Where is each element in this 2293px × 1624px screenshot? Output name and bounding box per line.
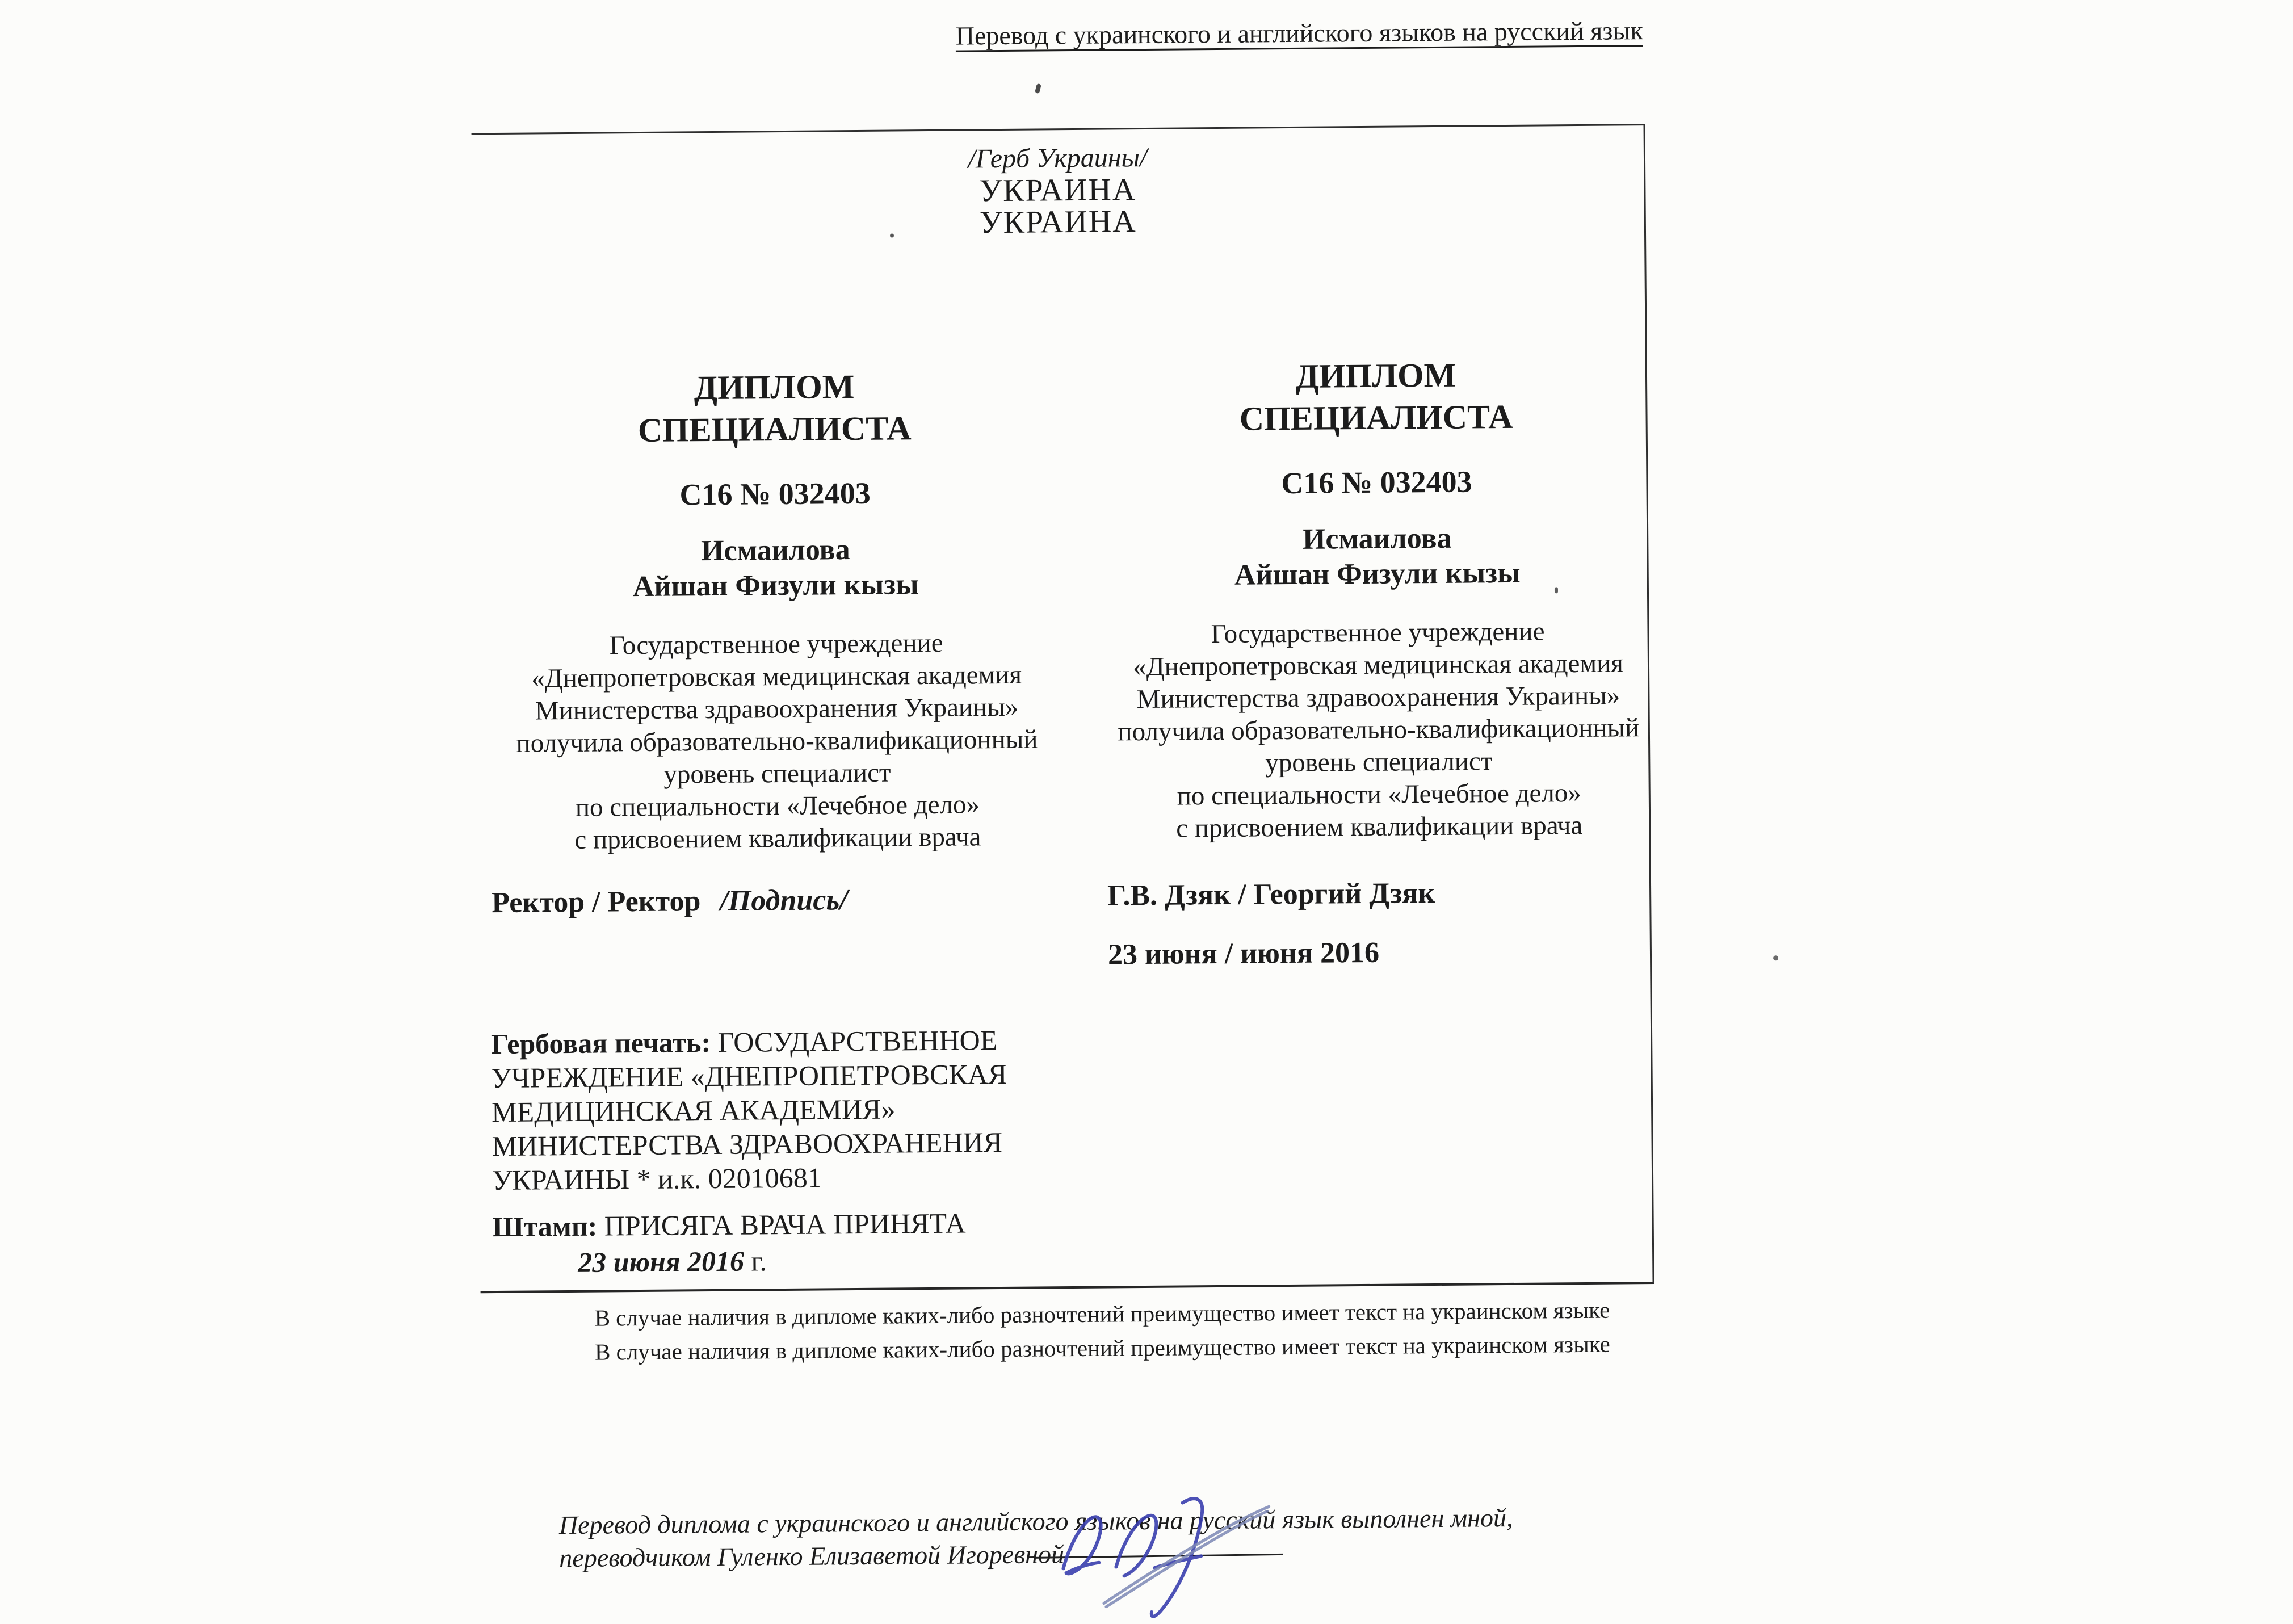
stamp-date: 23 июня 2016 [577, 1245, 745, 1278]
diploma-number-left: С16 № 032403 [679, 476, 871, 512]
diploma-column-right [1103, 353, 1652, 846]
rector-label: Ректор / Ректор [491, 885, 701, 920]
diploma-title-line1: ДИПЛОМ [694, 368, 855, 407]
seal-description-block [491, 1023, 1037, 1198]
discrepancy-disclaimer [481, 1292, 1702, 1370]
country-line-1: УКРАИНА [979, 172, 1137, 209]
graduate-surname: Исмаилова [1302, 522, 1452, 556]
body-line: Министерства здравоохранения Украины» [535, 692, 1019, 726]
issue-date-line: 23 июня / июня 2016 [1107, 936, 1380, 971]
stamp-line-2 [578, 1243, 966, 1279]
diploma-column-left [502, 364, 1051, 857]
stamp-description-block [492, 1206, 966, 1281]
graduate-name-left [503, 531, 1048, 606]
country-line-2: УКРАИНА [979, 204, 1137, 241]
diploma-number-right: С16 № 032403 [1281, 464, 1472, 501]
translator-statement-line-2: переводчиком Гуленко Елизаветой Игоревной [559, 1539, 1065, 1573]
handwritten-signature-icon [1048, 1482, 1299, 1624]
body-line: Государственное учреждение [1211, 616, 1545, 649]
body-line: Министерства здравоохранения Украины» [1136, 681, 1620, 715]
seal-line: МИНИСТЕРСТВА ЗДРАВООХРАНЕНИЯ [492, 1126, 1003, 1163]
graduate-name-right [1104, 519, 1650, 594]
seal-line [491, 1023, 1036, 1061]
rector-name-line: Г.В. Дзяк / Георгий Дзяк [1107, 877, 1435, 912]
stamp-date-suffix: г. [751, 1245, 767, 1277]
body-line: с присвоением квалификации врача [1176, 810, 1583, 844]
stamp-line-1 [492, 1206, 965, 1244]
seal-text: ГОСУДАРСТВЕННОЕ [717, 1024, 998, 1058]
seal-line: МЕДИЦИНСКАЯ АКАДЕМИЯ» [491, 1093, 896, 1128]
diploma-title-line2: СПЕЦИАЛИСТА [1239, 397, 1513, 438]
scan-speck [1035, 83, 1041, 94]
graduate-surname: Исмаилова [700, 534, 850, 568]
seal-line: УЧРЕЖДЕНИЕ «ДНЕПРОПЕТРОВСКАЯ [491, 1058, 1007, 1094]
scan-speck [1555, 587, 1558, 593]
emblem-block [472, 138, 1644, 242]
graduate-given-name: Айшан Физули кызы [632, 568, 919, 603]
translator-statement-line-1: Перевод диплома с украинского и английского языков на русский язык выполнен мной, [558, 1503, 1513, 1540]
stamp-label: Штамп: [492, 1210, 598, 1243]
translation-header: Перевод с украинского и английского языков на русский язык [955, 16, 1643, 51]
graduate-given-name: Айшан Физули кызы [1234, 556, 1521, 591]
body-line: Государственное учреждение [609, 628, 943, 661]
body-line: получила образовательно-квалификационный [1118, 713, 1640, 747]
body-line: с присвоением квалификации врача [574, 822, 981, 855]
diploma-title-right [1103, 353, 1649, 441]
diploma-title-line2: СПЕЦИАЛИСТА [637, 409, 912, 450]
disclaimer-line-1: В случае наличия в дипломе каких-либо разночтений преимущество имеет текст на украинском языке [594, 1296, 1610, 1331]
disclaimer-line-2: В случае наличия в дипломе каких-либо разночтений преимущество имеет текст на украинском языке [594, 1331, 1610, 1365]
scan-speck [1773, 955, 1778, 960]
body-line: уровень специалист [663, 758, 891, 790]
diploma-body-left [503, 626, 1050, 857]
stamp-text: ПРИСЯГА ВРАЧА ПРИНЯТА [604, 1207, 966, 1242]
body-line: по специальности «Лечебное дело» [575, 790, 980, 823]
body-line: получила образовательно-квалификационный [516, 724, 1038, 758]
signature-ink [1048, 1482, 1299, 1624]
body-line: «Днепропетровская медицинская академия [531, 660, 1022, 694]
body-line: «Днепропетровская медицинская академия [1132, 648, 1624, 682]
rector-signature-line [492, 883, 848, 920]
body-line: уровень специалист [1265, 746, 1493, 778]
coat-of-arms-note: /Герб Украины/ [968, 142, 1148, 174]
diploma-title-left [502, 364, 1047, 452]
seal-label: Гербовая печать: [490, 1026, 711, 1060]
seal-line: УКРАИНЫ * и.к. 02010681 [492, 1161, 822, 1197]
body-line: по специальности «Лечебное дело» [1177, 778, 1582, 811]
diploma-body-right [1105, 615, 1652, 846]
scan-speck [890, 233, 894, 237]
diploma-title-line1: ДИПЛОМ [1295, 356, 1456, 395]
signature-placeholder-note: /Подпись/ [720, 884, 848, 917]
